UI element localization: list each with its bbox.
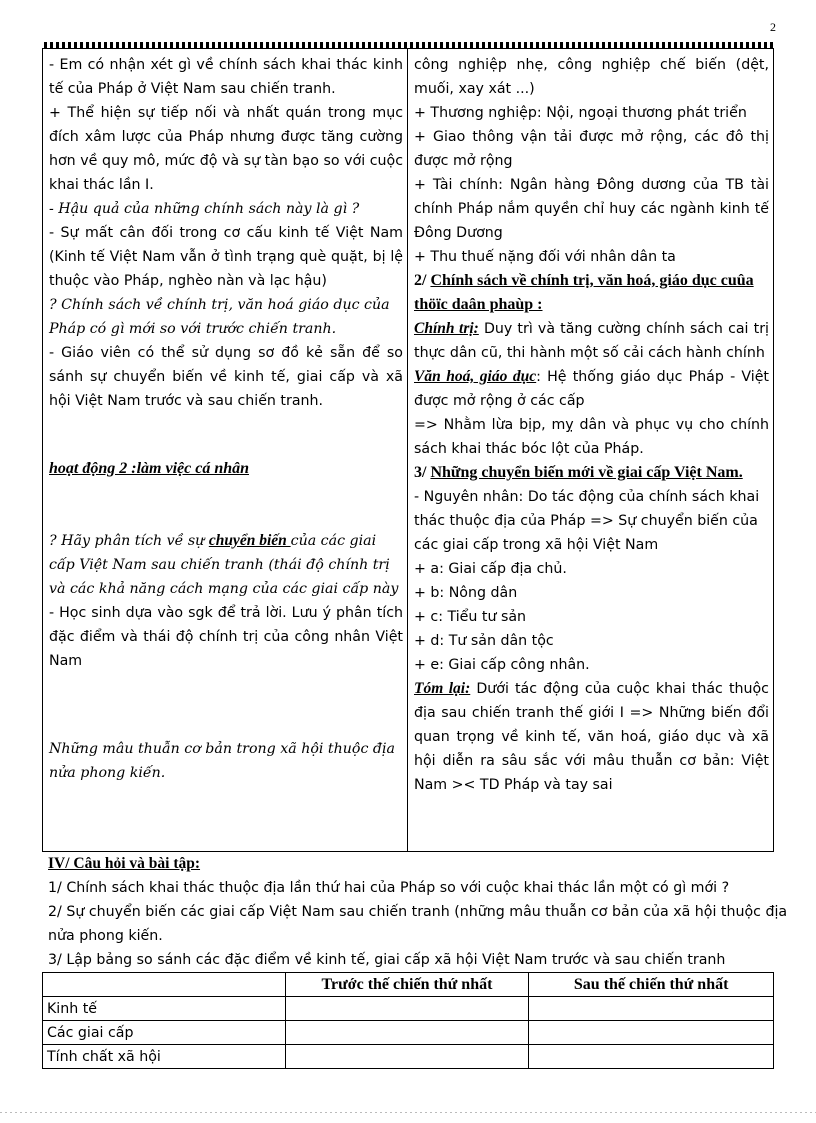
bottom-dashed-rule: [0, 1112, 816, 1113]
politics-paragraph: Chính trị: Duy trì và tăng cường chính sách cai trị thực dân cũ, thi hành một số cải cách hành chính: [414, 320, 769, 361]
table-cell: [285, 1045, 529, 1069]
exercise-3: 3/ Lập bảng so sánh các đặc điểm về kinh tế, giai cấp xã hội Việt Nam trước và sau chiến tranh: [48, 952, 726, 968]
cause-text: - Nguyên nhân: Do tác động của chính sách khai thác thuộc địa của Pháp => Sự chuyển biến của các giai cấp trong xã hội Việt Nam: [414, 489, 760, 553]
commerce-text: + Thương nghiệp: Nội, ngoại thương phát triển: [414, 105, 747, 121]
content-column: [408, 49, 773, 851]
table-cell: [285, 997, 529, 1021]
class-item: + d: Tư sản dân tộc: [414, 633, 554, 649]
table-cell: [529, 1045, 774, 1069]
answer-economic-policy: + Thể hiện sự tiếp nối và nhất quán trong mục đích xâm lược của Pháp nhưng được tăng cường hơn về quy mô, mức độ và sự tàn bạo so với cuộc khai thác lần I.: [49, 105, 403, 193]
summary-label: Tóm lại:: [414, 680, 471, 697]
page-number: 2: [770, 20, 776, 34]
exercise-2: 2/ Sự chuyển biến các giai cấp Việt Nam sau chiến tranh (những mâu thuẫn cơ bản của xã hội thuộc địa nửa phong kiến.: [48, 904, 788, 944]
row-label: Tính chất xã hội: [43, 1045, 286, 1069]
table-header-cell: [43, 973, 286, 997]
transport-text: + Giao thông vận tải được mở rộng, các đô thị được mở rộng: [414, 129, 769, 169]
culture-paragraph: Văn hoá, giáo dục: Hệ thống giáo dục Pháp - Việt được mở rộng ở các cấp: [414, 368, 769, 409]
class-item: + a: Giai cấp địa chủ.: [414, 561, 567, 577]
question-politics-culture: ? Chính sách về chính trị, văn hoá giáo dục của Pháp có gì mới so với trước chiến tranh.: [49, 297, 390, 337]
teacher-activities-column: [43, 49, 408, 851]
tax-text: + Thu thuế nặng đối với nhân dân ta: [414, 249, 676, 265]
table-cell: [529, 997, 774, 1021]
politics-label: Chính trị:: [414, 320, 479, 337]
section-2-heading: 2/ Chính sách về chính trị, văn hoá, giáo dục cuûa thöïc daân phaùp :: [414, 272, 754, 313]
keyword-chuyen-bien: chuyển biến: [208, 532, 291, 549]
industry-text: công nghiệp nhẹ, công nghiệp chế biến (dệt, muối, xay xát ...): [414, 57, 769, 97]
row-label: Các giai cấp: [43, 1021, 286, 1045]
row-label: Kinh tế: [43, 997, 286, 1021]
contradictions-note: Những mâu thuẫn cơ bản trong xã hội thuộc địa nửa phong kiến.: [49, 741, 395, 781]
section-3-heading: 3/ Những chuyển biến mới về giai cấp Việt Nam.: [414, 464, 743, 481]
culture-purpose: => Nhằm lừa bịp, mỵ dân và phục vụ cho chính sách khai thác bóc lột của Pháp.: [414, 417, 769, 457]
table-cell: [285, 1021, 529, 1045]
exercise-1: 1/ Chính sách khai thác thuộc địa lần thứ hai của Pháp so với cuộc khai thác lần một có gì mới ?: [48, 880, 730, 896]
table-row: [43, 1021, 774, 1045]
teacher-note: - Giáo viên có thể sử dụng sơ đồ kẻ sẵn để so sánh sự chuyển biến về kinh tế, giai cấp và xã hội Việt Nam trước và sau chiến tranh.: [49, 345, 403, 409]
table-cell: [529, 1021, 774, 1045]
student-note: - Học sinh dựa vào sgk để trả lời. Lưu ý phân tích đặc điểm và thái độ chính trị của công nhân Việt Nam: [49, 605, 403, 669]
table-header-row: [43, 973, 774, 997]
finance-text: + Tài chính: Ngân hàng Đông dương của TB tài chính Pháp nắm quyền chỉ huy các ngành kinh tế Đông Dương: [414, 177, 769, 241]
summary-paragraph: Tóm lại: Dưới tác động của cuộc khai thác thuộc địa sau chiến tranh thế giới I => Những biến đổi quan trọng về kinh tế, văn hoá, giáo dục và xã hội diễn ra sâu sắc với mâu thuẫn cơ bản: Việt Nam >< TD Pháp và tay sai: [414, 680, 769, 793]
answer-consequence: - Sự mất cân đối trong cơ cấu kinh tế Việt Nam (Kinh tế Việt Nam vẫn ở tình trạng què quặt, bị lệ thuộc vào Pháp, nghèo nàn và lạc hậu): [49, 225, 403, 289]
activity-2-title: hoạt động 2 :làm việc cá nhân: [49, 460, 250, 477]
table-row: [43, 1045, 774, 1069]
question-class-change: ? Hãy phân tích về sự chuyển biến của các giai cấp Việt Nam sau chiến tranh (thái độ chính trị và các khả năng cách mạng của các giai cấp này: [49, 532, 399, 597]
table-header-cell: Trước thế chiến thứ nhất: [285, 973, 529, 997]
exercises-heading: IV/ Câu hỏi và bài tập:: [48, 855, 201, 872]
class-item: + e: Giai cấp công nhân.: [414, 657, 590, 673]
culture-label: Văn hoá, giáo dục: [414, 368, 537, 385]
question-economic-policy: - Em có nhận xét gì về chính sách khai thác kinh tế của Pháp ở Việt Nam sau chiến tranh.: [49, 57, 403, 97]
comparison-table: [42, 972, 774, 1069]
table-header-cell: Sau thế chiến thứ nhất: [529, 973, 774, 997]
class-item: + c: Tiểu tư sản: [414, 609, 527, 625]
class-item: + b: Nông dân: [414, 585, 518, 601]
lesson-table: [42, 48, 774, 852]
exercises-section: [48, 852, 788, 972]
table-row: [43, 997, 774, 1021]
question-consequence: - Hậu quả của những chính sách này là gì ?: [49, 201, 360, 217]
